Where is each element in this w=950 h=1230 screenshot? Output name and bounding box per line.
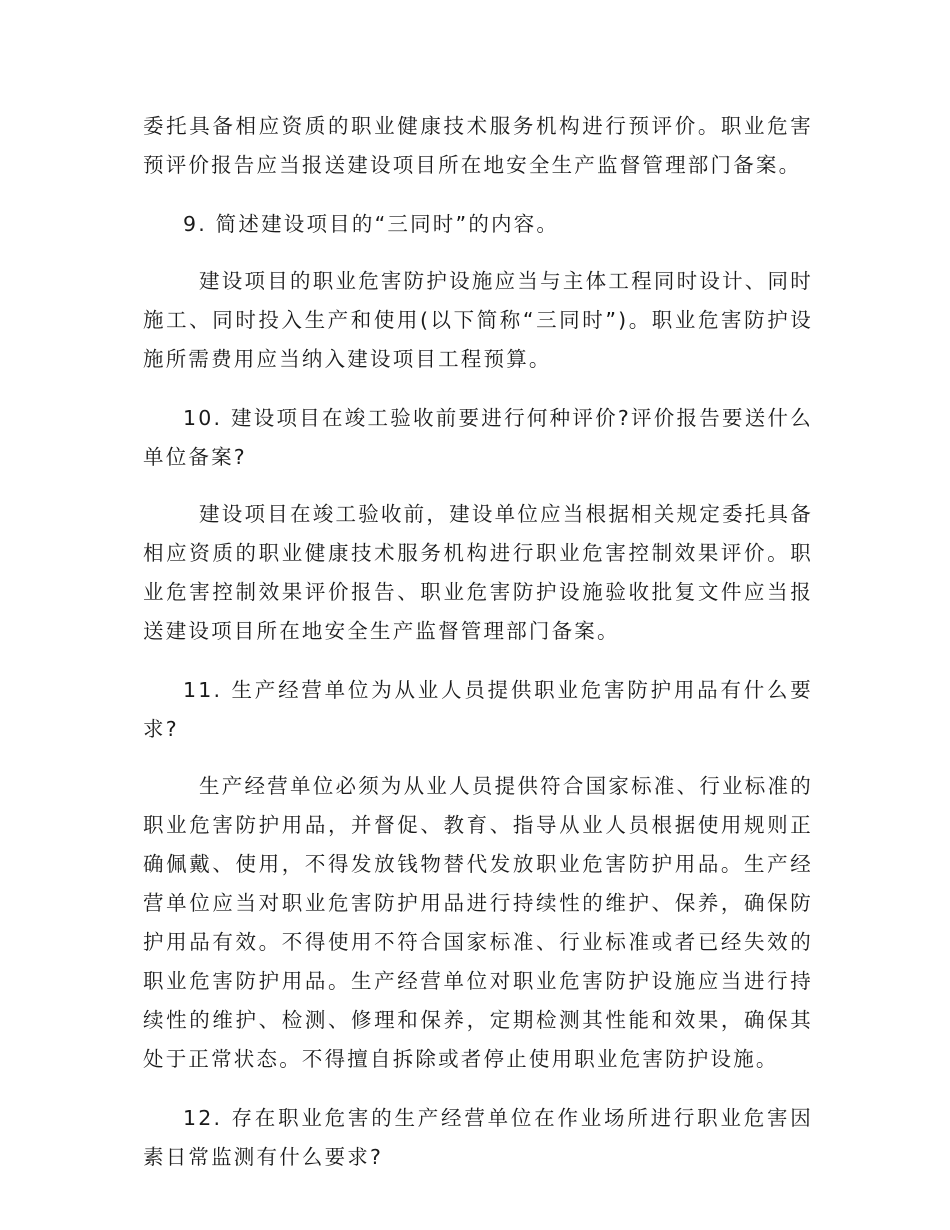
answer-11: 生产经营单位必须为从业人员提供符合国家标准、行业标准的职业危害防护用品，并督促、教育、指导从业人员根据使用规则正确佩戴、使用，不得发放钱物替代发放职业危害防护用品。生产经营单位应当对职业危害防护用品进行持续性的维护、保养，确保防护用品有效。不得使用不符合国家标准、行业标准或者已经失效的职业危害防护用品。生产经营单位对职业危害防护设施应当进行持续性的维护、检测、修理和保养，定期检测其性能和效果，确保其处于正常状态。不得擅自拆除或者停止使用职业危害防护设施。 [143, 774, 813, 1071]
question-11: 11. 生产经营单位为从业人员提供职业危害防护用品有什么要求? [143, 678, 813, 741]
answer-10: 建设项目在竣工验收前，建设单位应当根据相关规定委托具备相应资质的职业健康技术服务机构进行职业危害控制效果评价。职业危害控制效果评价报告、职业危害防护设施验收批复文件应当报送建设项目所在地安全生产监督管理部门备案。 [143, 502, 813, 643]
question-10: 10. 建设项目在竣工验收前要进行何种评价?评价报告要送什么单位备案? [143, 406, 813, 469]
answer-9: 建设项目的职业危害防护设施应当与主体工程同时设计、同时施工、同时投入生产和使用(以下简称“三同时”)。职业危害防护设施所需费用应当纳入建设项目工程预算。 [143, 269, 813, 371]
paragraph-continuation: 委托具备相应资质的职业健康技术服务机构进行预评价。职业危害预评价报告应当报送建设项目所在地安全生产监督管理部门备案。 [143, 114, 813, 177]
document-body [143, 107, 813, 1177]
question-12: 12. 存在职业危害的生产经营单位在作业场所进行职业危害因素日常监测有什么要求? [143, 1106, 813, 1169]
question-9: 9. 简述建设项目的“三同时”的内容。 [183, 212, 560, 236]
